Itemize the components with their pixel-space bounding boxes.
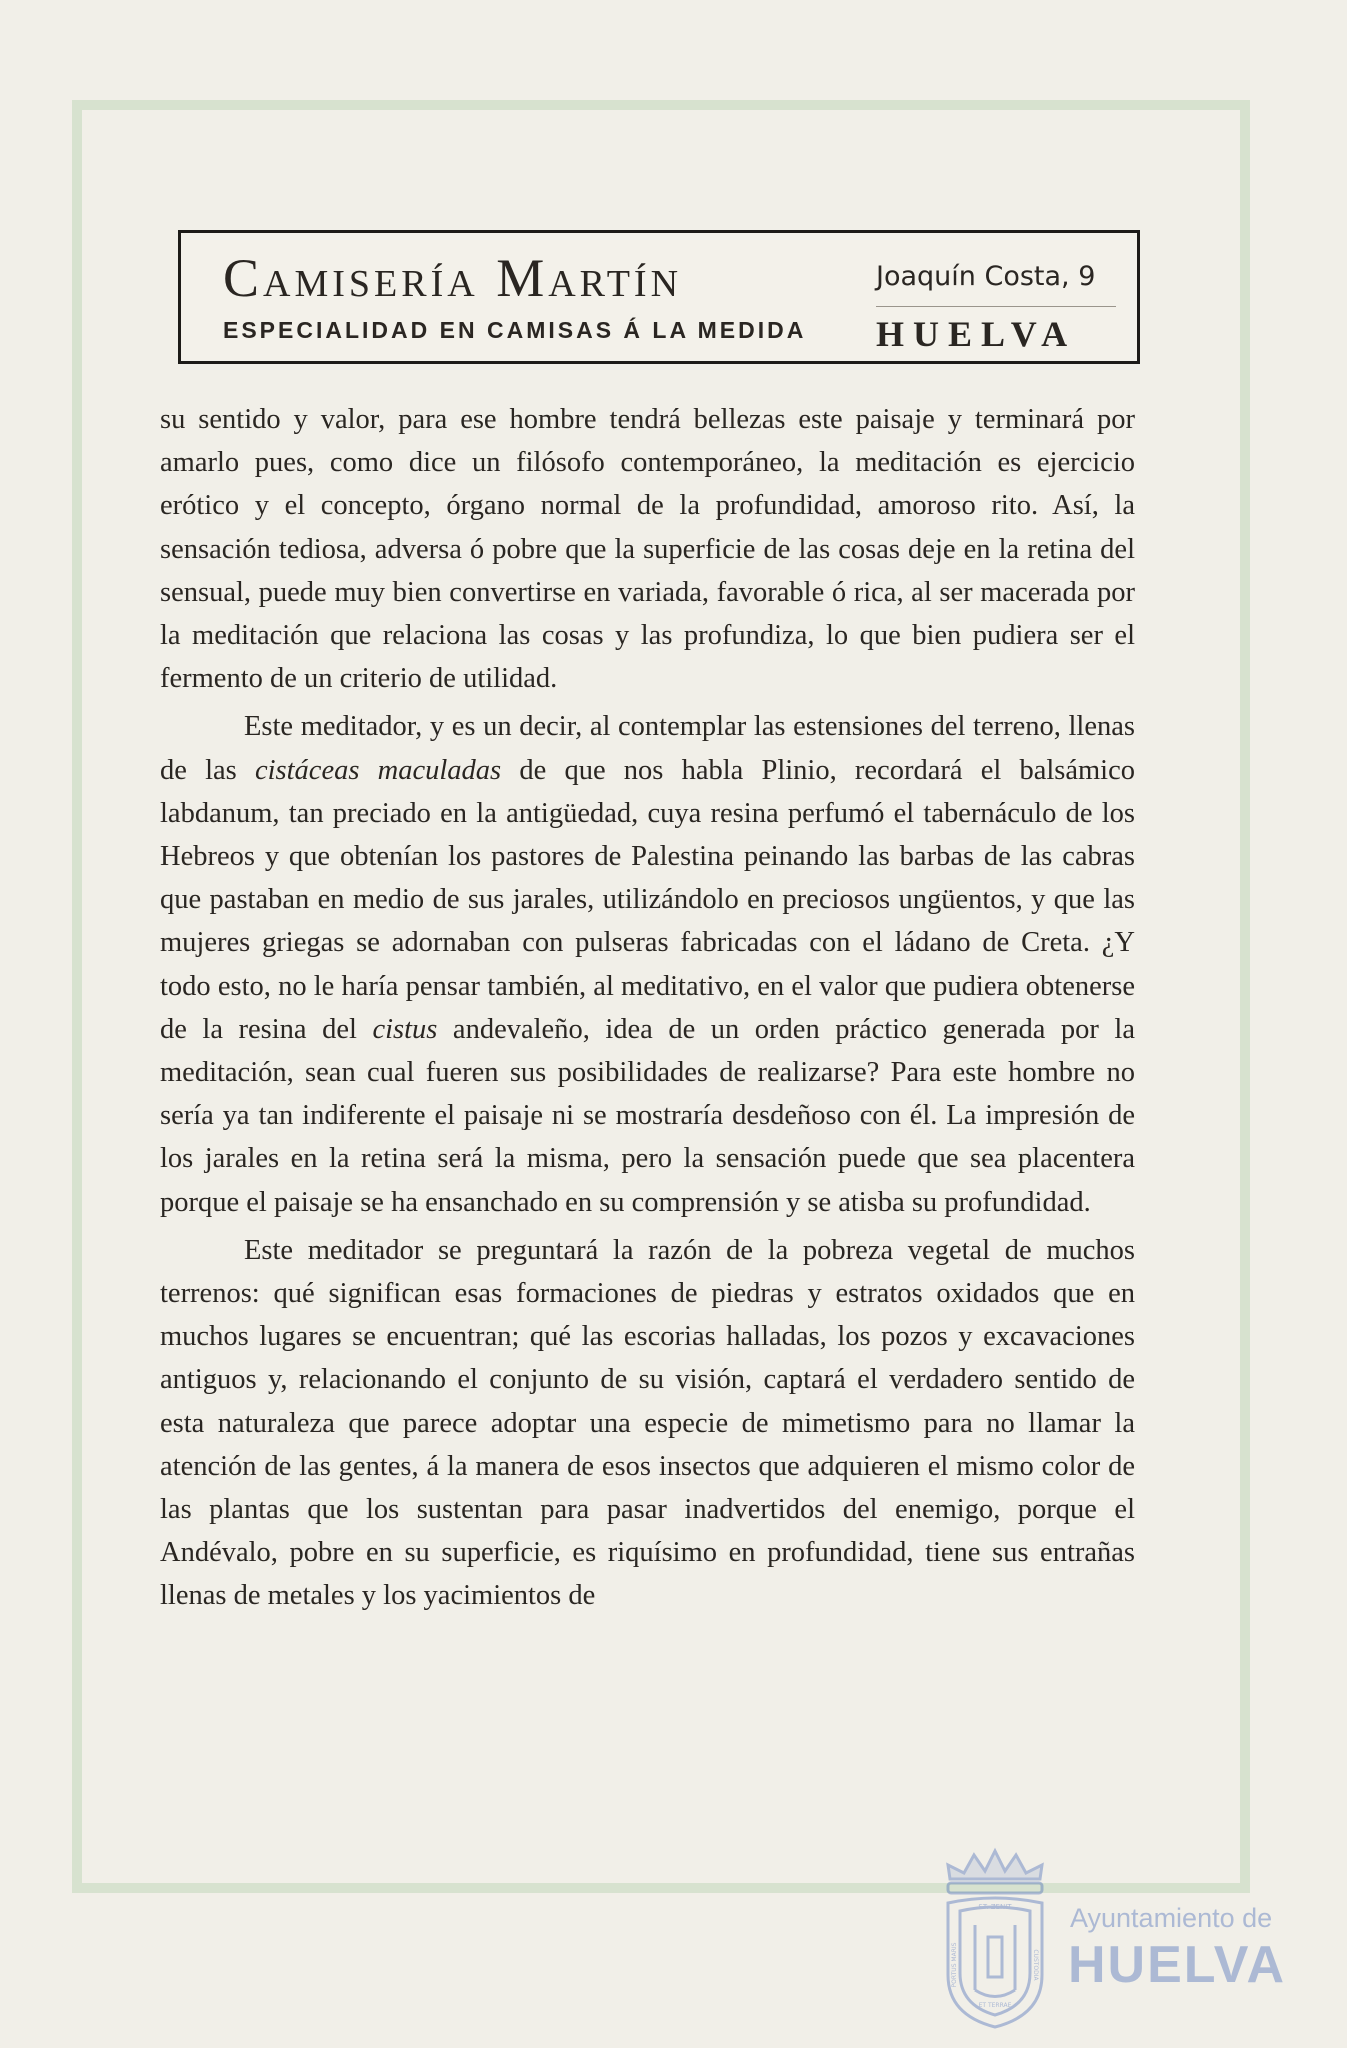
text-segment: Este meditador se preguntará la razón de la pobreza vegetal de muchos terrenos: qué significan esas formaciones de piedras y estratos oxidados que en muchos lugares se encuentran; qué las escorias halladas, los pozos y excavaciones antiguos y, relacionando el conjunto de su visión, captará el verdadero sentido de esta naturaleza que parece adoptar una especie de mimetismo para no llamar la atención de las gentes, á la manera de esos insectos que adquieren el mismo color de las plantas que los sustentan para pasar inadvertidos del enemigo, porque el Andévalo, pobre en su superficie, es riquísimo en profundidad, tiene sus entrañas llenas de metales y los yacimientos de — [160, 1234, 1135, 1612]
coat-of-arms-icon — [930, 1845, 1060, 2030]
paragraph-2 — [160, 705, 1135, 1223]
business-name: Camisería Martín — [223, 248, 683, 308]
advertisement-box — [178, 230, 1140, 364]
text-segment: Este meditador, y es un decir, al contemplar las estensiones del terreno, llenas de las — [160, 711, 1135, 786]
archive-watermark — [930, 1845, 1287, 2030]
crest-text: CUSTODIA — [1032, 1949, 1039, 1981]
article-body — [160, 398, 1135, 1618]
italic-term: cistus — [372, 1013, 438, 1045]
paragraph-3 — [160, 1229, 1135, 1618]
paragraph-1 — [160, 398, 1135, 700]
business-tagline: ESPECIALIDAD EN CAMISAS Á LA MEDIDA — [223, 317, 807, 343]
text-segment: andevaleño, idea de un orden práctico generada por la meditación, sean cual fueren sus posibilidades de realizarse? Para este hombre no sería ya tan indiferente el paisaje ni se mostraría desdeñoso con él. La impresión de los jarales en la retina será la misma, pero la sensación puede que sea placentera porque el paisaje se ha ensanchado en su comprensión y se atisba su profundidad. — [160, 1013, 1135, 1218]
watermark-line-2: HUELVA — [1068, 1936, 1287, 1994]
business-address: Joaquín Costa, 9 — [876, 261, 1096, 292]
text-segment: de que nos habla Plinio, recordará el balsámico labdanum, tan preciado en la antigüedad, cuya resina perfumó el tabernáculo de los Hebreos y que obtenían los pastores de Palestina peinando las barbas de las cabras que pastaban en medio de sus jarales, utilizándolo en preciosos ungüentos, y que las mujeres griegas se adornaban con pulseras fabricadas con el ládano de Creta. ¿Y todo esto, no le haría pensar también, al meditativo, en el valor que pudiera obtenerse de la resina del — [160, 754, 1136, 1045]
crest-text: ET TERRAE — [978, 2002, 1012, 2009]
crest-text: PORTUS MARIS — [951, 1942, 958, 1988]
text-segment: su sentido y valor, para ese hombre tendrá bellezas este paisaje y terminará por amarlo pues, como dice un filósofo contemporáneo, la meditación es ejercicio erótico y el concepto, órgano normal de la profundidad, amoroso rito. Así, la sensación tediosa, adversa ó pobre que la superficie de las cosas deje en la retina del sensual, puede muy bien convertirse en variada, favorable ó rica, al ser macerada por la meditación que relaciona las cosas y las profundiza, lo que bien pudiera ser el fermento de un criterio de utilidad. — [160, 404, 1135, 695]
address-divider — [876, 306, 1116, 307]
crest-text: ST. ZENIT — [978, 1903, 1012, 1911]
business-city: HUELVA — [876, 314, 1077, 354]
watermark-line-1: Ayuntamiento de — [1070, 1903, 1273, 1933]
italic-term: cistáceas maculadas — [254, 754, 502, 786]
